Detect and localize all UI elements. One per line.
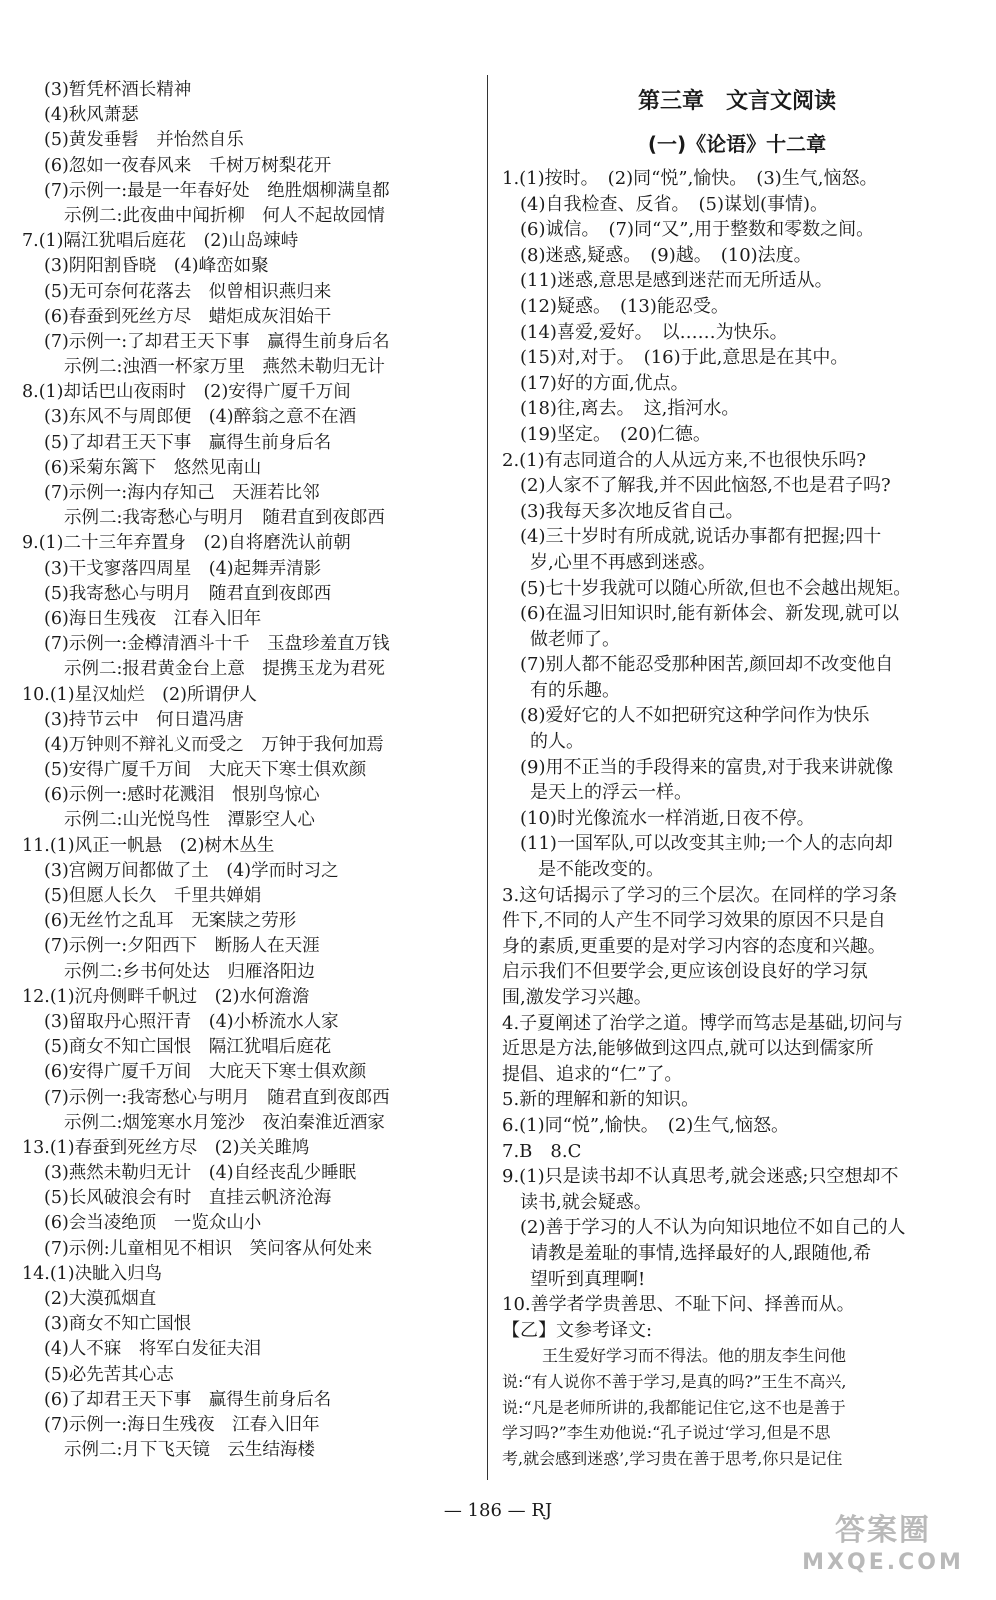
answer-line: (11)迷惑,意思是感到迷茫而无所适从。: [520, 270, 833, 292]
answer-line: 示例二:浊酒一杯家万里 燕然未勒归无计: [64, 357, 385, 378]
answer-line: 2.(1)有志同道合的人从远方来,不也很快乐吗?: [502, 449, 867, 471]
answer-line: (14)喜爱,爱好。 以……为快乐。: [520, 321, 788, 343]
answer-line: 做老师了。: [530, 628, 620, 650]
answer-line: (7)示例一:金樽清酒斗十千 玉盘珍羞直万钱: [44, 634, 390, 655]
answer-line: 是不能改变的。: [538, 859, 664, 881]
watermark-line1: 答案圈: [835, 1513, 931, 1548]
answer-line: (5)无可奈何花落去 似曾相识燕归来: [44, 281, 332, 302]
answer-line: (6)示例一:感时花溅泪 恨别鸟惊心: [44, 785, 320, 806]
answer-line: (4)三十岁时有所成就,说话办事都有把握;四十: [520, 526, 882, 548]
answer-line: 1.(1)按时。 (2)同“悦”,愉快。 (3)生气,恼怒。: [502, 168, 878, 189]
answer-line: (7)示例一:海日生残夜 江春入旧年: [44, 1414, 320, 1435]
answer-line: 13.(1)春蚕到死丝方尽 (2)关关雎鸠: [22, 1137, 310, 1158]
answer-line: 有的乐趣。: [530, 679, 620, 701]
answer-line: (4)万钟则不辩礼义而受之 万钟于我何加焉: [44, 734, 384, 755]
edition-code: RJ: [531, 1500, 553, 1521]
right-answers: [502, 166, 972, 1471]
answer-line: (7)别人都不能忍受那种困苦,颜回却不改变他自: [520, 654, 894, 676]
answer-line: 示例二:我寄愁心与明月 随君直到夜郎西: [64, 508, 385, 529]
answer-line: 示例二:此夜曲中闻折柳 何人不起故园情: [64, 205, 385, 226]
answer-line: 提倡、追求的“仁”了。: [502, 1063, 683, 1085]
watermark-logo: [788, 1512, 978, 1582]
answer-line: (6)采菊东篱下 悠然见南山: [44, 457, 262, 478]
answer-line: 8.(1)却话巴山夜雨时 (2)安得广厦千万间: [22, 382, 351, 403]
answer-line: (4)秋风萧瑟: [44, 105, 139, 126]
answer-line: 3.这句话揭示了学习的三个层次。在同样的学习条: [502, 884, 898, 906]
answer-line: (7)示例一:最是一年春好处 绝胜烟柳满皇都: [44, 180, 390, 201]
answer-line: (19)坚定。 (20)仁德。: [520, 423, 711, 445]
answer-line: (6)海日生残夜 江春入旧年: [44, 608, 262, 629]
answer-line: 件下,不同的人产生不同学习效果的原因不只是自: [502, 910, 886, 932]
answer-line: 王生爱好学习而不得法。他的朋友李生问他: [542, 1346, 847, 1366]
answer-line: 近思是方法,能够做到这四点,就可以达到儒家所: [502, 1038, 874, 1060]
chapter-title: 第三章 文言文阅读: [637, 89, 836, 114]
answer-line: 示例二:烟笼寒水月笼沙 夜泊秦淮近酒家: [64, 1112, 385, 1133]
answer-line: (9)用不正当的手段得来的富贵,对于我来讲就像: [520, 756, 894, 778]
answer-line: 考,就会感到迷惑’,学习贵在善于思考,你只是记住: [502, 1448, 843, 1468]
answer-line: (3)宫阙万间都做了土 (4)学而时习之: [44, 860, 339, 881]
answer-line: (3)留取丹心照汗青 (4)小桥流水人家: [44, 1011, 339, 1032]
answer-line: 9.(1)只是读书却不认真思考,就会迷惑;只空想却不: [502, 1166, 899, 1188]
answer-line: 5.新的理解和新的知识。: [502, 1089, 700, 1111]
answer-line: 说:“凡是老师所讲的,我都能记住它,这不也是善于: [502, 1397, 846, 1417]
answer-line: 望听到真理啊!: [530, 1268, 646, 1290]
answer-line: (17)好的方面,优点。: [520, 372, 689, 394]
answer-line: (5)但愿人长久 千里共婵娟: [44, 886, 262, 906]
section-title: (一)《论语》十二章: [647, 132, 827, 156]
answer-line: (3)持节云中 何日遣冯唐: [44, 709, 244, 730]
answer-line: (6)会当凌绝顶 一览众山小: [44, 1213, 262, 1234]
answer-line: 示例二:报君黄金台上意 提携玉龙为君死: [64, 659, 385, 680]
answer-line: 身的素质,更重要的是对学习内容的态度和兴趣。: [502, 935, 886, 957]
answer-line: (2)善于学习的人不认为向知识地位不如自己的人: [520, 1217, 906, 1239]
answer-line: (7)示例一:了却君王天下事 赢得生前身后名: [44, 331, 390, 352]
answer-line: (8)爱好它的人不如把研究这种学问作为快乐: [520, 705, 870, 727]
answer-line: 6.(1)同“悦”,愉快。 (2)生气,恼怒。: [502, 1114, 790, 1136]
answer-line: (2)大漠孤烟直: [44, 1289, 157, 1309]
answer-line: 14.(1)决眦入归鸟: [22, 1263, 163, 1284]
answer-line: (6)安得广厦千万间 大庇天下寒士俱欢颜: [44, 1062, 367, 1083]
answer-line: 7.(1)隔江犹唱后庭花 (2)山岛竦峙: [22, 231, 299, 252]
answer-line: 学习吗?”李生劝他说:“孔子说过‘学习,但是不思: [502, 1423, 831, 1443]
answer-line: (11)一国军队,可以改变其主帅;一个人的志向却: [520, 833, 893, 855]
answer-line: (6)忽如一夜春风来 千树万树梨花开: [44, 155, 332, 176]
answer-line: 说:“有人说你不善于学习,是真的吗?”王生不高兴,: [502, 1371, 847, 1391]
answer-line: (6)了却君王天下事 赢得生前身后名: [44, 1389, 332, 1410]
answer-line: (7)示例一:我寄愁心与明月 随君直到夜郎西: [44, 1087, 390, 1108]
answer-line: (5)七十岁我就可以随心所欲,但也不会越出规矩。: [520, 577, 912, 599]
answer-line: 请教是羞耻的事情,选择最好的人,跟随他,希: [530, 1242, 872, 1264]
answer-line: (7)示例:儿童相见不相识 笑问客从何处来: [44, 1238, 373, 1259]
answer-line: 示例二:山光悦鸟性 潭影空人心: [64, 810, 315, 831]
answer-line: (5)安得广厦千万间 大庇天下寒士俱欢颜: [44, 760, 367, 781]
answer-line: 岁,心里不再感到迷惑。: [530, 551, 716, 573]
answer-line: (7)示例一:夕阳西下 断肠人在天涯: [44, 936, 320, 957]
answer-line: (2)人家不了解我,并不因此恼怒,不也是君子吗?: [520, 475, 891, 497]
answer-line: 10.(1)星汉灿烂 (2)所谓伊人: [22, 684, 257, 705]
answer-line: 启示我们不但要学会,更应该创设良好的学习氛: [502, 961, 868, 983]
answer-line: (5)商女不知亡国恨 隔江犹唱后庭花: [44, 1037, 332, 1058]
answer-line: (4)人不寐 将军白发征夫泪: [44, 1339, 262, 1360]
answer-line: (8)迷惑,疑惑。 (9)越。 (10)法度。: [520, 244, 812, 266]
answer-line: (6)在温习旧知识时,能有新体会、新发现,就可以: [520, 603, 899, 625]
answer-line: (10)时光像流水一样消逝,日夜不停。: [520, 807, 815, 829]
answer-line: 的人。: [530, 731, 584, 753]
answer-line: 是天上的浮云一样。: [530, 782, 692, 804]
page-number: — 186 —: [443, 1500, 526, 1521]
column-divider: [487, 75, 488, 1480]
answer-line: 示例二:月下飞天镜 云生结海楼: [64, 1440, 315, 1461]
answer-line: 示例二:乡书何处达 归雁洛阳边: [64, 961, 315, 982]
answer-line: 10.善学者学贵善思、不耻下问、择善而从。: [502, 1294, 855, 1316]
answer-line: (3)商女不知亡国恨: [44, 1314, 192, 1335]
answer-line: (3)东风不与周郎便 (4)醉翁之意不在酒: [44, 407, 357, 428]
answer-line: (3)阴阳割昏晓 (4)峰峦如聚: [44, 256, 269, 277]
answer-line: (6)诚信。 (7)同“又”,用于整数和零数之间。: [520, 219, 875, 241]
answer-line: 9.(1)二十三年弃置身 (2)自将磨洗认前朝: [22, 533, 351, 554]
answer-line: (5)必先苦其心志: [44, 1364, 174, 1385]
answer-line: (3)暂凭杯酒长精神: [44, 80, 192, 100]
answer-line: (5)我寄愁心与明月 随君直到夜郎西: [44, 583, 332, 604]
answer-line: (6)无丝竹之乱耳 无案牍之劳形: [44, 911, 297, 932]
answer-line: (5)长风破浪会有时 直挂云帆济沧海: [44, 1188, 332, 1209]
answer-line: (3)燕然未勒归无计 (4)自经丧乱少睡眠: [44, 1163, 357, 1184]
answer-line: (3)干戈寥落四周星 (4)起舞弄清影: [44, 558, 322, 579]
answer-line: 7.B 8.C: [502, 1140, 582, 1162]
answer-line: (12)疑惑。 (13)能忍受。: [520, 295, 729, 317]
answer-line: 读书,就会疑惑。: [520, 1191, 652, 1213]
left-column: [22, 78, 470, 1463]
answer-line: 12.(1)沉舟侧畔千帆过 (2)水何澹澹: [22, 986, 310, 1007]
right-column: [502, 78, 972, 1471]
answer-line: (5)了却君王天下事 赢得生前身后名: [44, 432, 332, 453]
answer-line: (7)示例一:海内存知己 天涯若比邻: [44, 483, 320, 503]
answer-line: (5)黄发垂髫 并怡然自乐: [44, 130, 244, 151]
answer-line: 4.子夏阐述了治学之道。博学而笃志是基础,切问与: [502, 1012, 903, 1034]
answer-line: 围,激发学习兴趣。: [502, 987, 652, 1008]
answer-line: 11.(1)风正一帆悬 (2)树木丛生: [22, 835, 275, 856]
answer-line: (6)春蚕到死丝方尽 蜡炬成灰泪始干: [44, 306, 332, 327]
watermark-line2: MXQE.COM: [802, 1550, 964, 1575]
answer-line: 【乙】文参考译文:: [502, 1319, 653, 1341]
answer-line: (3)我每天多次地反省自己。: [520, 500, 744, 522]
answer-line: (18)往,离去。 这,指河水。: [520, 398, 740, 420]
answer-line: (15)对,对于。 (16)于此,意思是在其中。: [520, 347, 849, 369]
answer-line: (4)自我检查、反省。 (5)谋划(事情)。: [520, 193, 829, 215]
